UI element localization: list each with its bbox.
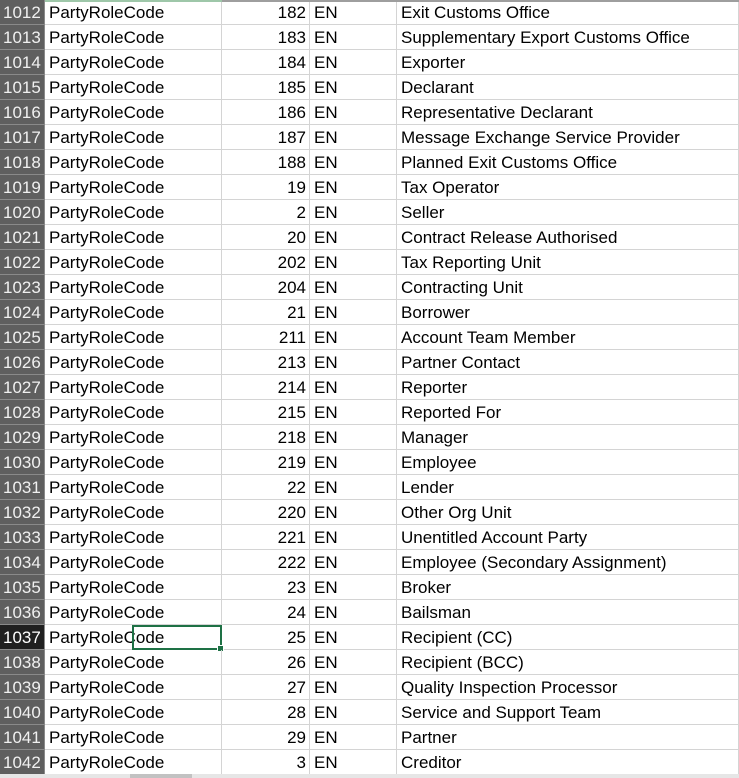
cell-party-role-code[interactable]: PartyRoleCode	[45, 200, 222, 225]
table-row	[0, 450, 739, 475]
cell-party-role-code[interactable]: PartyRoleCode	[45, 75, 222, 100]
table-row	[0, 700, 739, 725]
table-row	[0, 475, 739, 500]
cell-empty[interactable]	[574, 425, 739, 450]
cell-language[interactable]: EN	[310, 300, 397, 325]
cell-language[interactable]: EN	[310, 325, 397, 350]
table-row	[0, 500, 739, 525]
cell-code[interactable]: 21	[222, 300, 310, 325]
cell-language[interactable]: EN	[310, 0, 397, 25]
cell-party-role-code[interactable]: PartyRoleCode	[45, 275, 222, 300]
cell-code[interactable]: 23	[222, 575, 310, 600]
cell-language[interactable]: EN	[310, 250, 397, 275]
cell-description[interactable]: Exit Customs Office	[397, 0, 574, 25]
cell-description[interactable]: Message Exchange Service Provider	[397, 125, 574, 150]
cell-empty[interactable]	[574, 350, 739, 375]
cell-party-role-code[interactable]: PartyRoleCode	[45, 400, 222, 425]
row-header[interactable]: 1030	[0, 450, 45, 475]
row-header[interactable]: 1036	[0, 600, 45, 625]
cell-empty[interactable]	[574, 375, 739, 400]
table-row	[0, 750, 739, 775]
table-row	[0, 725, 739, 750]
cell-code[interactable]: 26	[222, 650, 310, 675]
cell-description[interactable]: Partner Contact	[397, 350, 574, 375]
table-row	[0, 225, 739, 250]
cell-language[interactable]: EN	[310, 75, 397, 100]
cell-description[interactable]: Recipient (BCC)	[397, 650, 574, 675]
row-header[interactable]: 1014	[0, 50, 45, 75]
cell-empty[interactable]	[574, 650, 739, 675]
cell-party-role-code[interactable]: PartyRoleCode	[45, 500, 222, 525]
table-row	[0, 0, 739, 25]
table-row	[0, 550, 739, 575]
cell-empty[interactable]	[574, 525, 739, 550]
row-header[interactable]: 1025	[0, 325, 45, 350]
row-header[interactable]: 1035	[0, 575, 45, 600]
cell-language[interactable]: EN	[310, 175, 397, 200]
cell-code[interactable]: 25	[222, 625, 310, 650]
cell-party-role-code[interactable]: PartyRoleCode	[45, 550, 222, 575]
row-header[interactable]: 1013	[0, 25, 45, 50]
row-header[interactable]: 1020	[0, 200, 45, 225]
cell-empty[interactable]	[574, 575, 739, 600]
cell-language[interactable]: EN	[310, 750, 397, 775]
cell-party-role-code[interactable]: PartyRoleCode	[45, 250, 222, 275]
cell-party-role-code[interactable]: PartyRoleCode	[45, 475, 222, 500]
cell-party-role-code[interactable]: PartyRoleCode	[45, 450, 222, 475]
cell-party-role-code[interactable]: PartyRoleCode	[45, 0, 222, 25]
row-header[interactable]: 1031	[0, 475, 45, 500]
row-header[interactable]: 1024	[0, 300, 45, 325]
table-row	[0, 250, 739, 275]
table-row	[0, 625, 739, 650]
row-header[interactable]: 1026	[0, 350, 45, 375]
cell-code[interactable]: 24	[222, 600, 310, 625]
cell-empty[interactable]	[574, 700, 739, 725]
cell-description[interactable]: Contracting Unit	[397, 275, 574, 300]
cell-code[interactable]: 222	[222, 550, 310, 575]
row-header[interactable]: 1023	[0, 275, 45, 300]
cell-party-role-code[interactable]: PartyRoleCode	[45, 25, 222, 50]
row-header[interactable]: 1032	[0, 500, 45, 525]
cell-code[interactable]: 202	[222, 250, 310, 275]
table-row	[0, 575, 739, 600]
cell-language[interactable]: EN	[310, 400, 397, 425]
cell-empty[interactable]	[574, 150, 739, 175]
column-header-divider	[222, 0, 739, 2]
cell-description[interactable]: Representative Declarant	[397, 100, 574, 125]
cell-code[interactable]: 186	[222, 100, 310, 125]
table-row	[0, 150, 739, 175]
table-row	[0, 300, 739, 325]
table-row	[0, 75, 739, 100]
cell-empty[interactable]	[574, 475, 739, 500]
cell-language[interactable]: EN	[310, 200, 397, 225]
row-header[interactable]: 1016	[0, 100, 45, 125]
row-header[interactable]: 1037	[0, 625, 45, 650]
cell-language[interactable]: EN	[310, 50, 397, 75]
cell-code[interactable]: 221	[222, 525, 310, 550]
cell-code[interactable]: 29	[222, 725, 310, 750]
cell-code[interactable]: 184	[222, 50, 310, 75]
cell-party-role-code[interactable]: PartyRoleCode	[45, 650, 222, 675]
cell-language[interactable]: EN	[310, 700, 397, 725]
cell-code[interactable]: 183	[222, 25, 310, 50]
cell-empty[interactable]	[574, 275, 739, 300]
cell-language[interactable]: EN	[310, 625, 397, 650]
cell-language[interactable]: EN	[310, 100, 397, 125]
table-row	[0, 200, 739, 225]
scrollbar-thumb[interactable]	[130, 774, 192, 778]
cell-language[interactable]: EN	[310, 575, 397, 600]
cell-description[interactable]: Employee	[397, 450, 574, 475]
cell-description[interactable]: Tax Operator	[397, 175, 574, 200]
row-header[interactable]: 1027	[0, 375, 45, 400]
cell-empty[interactable]	[574, 500, 739, 525]
cell-description[interactable]: Manager	[397, 425, 574, 450]
cell-code[interactable]: 3	[222, 750, 310, 775]
cell-language[interactable]: EN	[310, 650, 397, 675]
cell-code[interactable]: 22	[222, 475, 310, 500]
cell-empty[interactable]	[574, 250, 739, 275]
cell-code[interactable]: 188	[222, 150, 310, 175]
cell-empty[interactable]	[574, 225, 739, 250]
row-header[interactable]: 1021	[0, 225, 45, 250]
row-header[interactable]: 1017	[0, 125, 45, 150]
cell-description[interactable]: Creditor	[397, 750, 574, 775]
cell-party-role-code[interactable]: PartyRoleCode	[45, 750, 222, 775]
cell-description[interactable]: Seller	[397, 200, 574, 225]
cell-language[interactable]: EN	[310, 125, 397, 150]
cell-code[interactable]: 204	[222, 275, 310, 300]
cell-language[interactable]: EN	[310, 25, 397, 50]
cell-language[interactable]: EN	[310, 225, 397, 250]
cell-party-role-code[interactable]: PartyRoleCode	[45, 600, 222, 625]
cell-language[interactable]: EN	[310, 350, 397, 375]
table-row	[0, 400, 739, 425]
cell-description[interactable]: Supplementary Export Customs Office	[397, 25, 574, 50]
cell-party-role-code[interactable]: PartyRoleCode	[45, 325, 222, 350]
cell-language[interactable]: EN	[310, 550, 397, 575]
cell-empty[interactable]	[574, 300, 739, 325]
cell-description[interactable]: Borrower	[397, 300, 574, 325]
cell-empty[interactable]	[574, 125, 739, 150]
cell-description[interactable]: Reported For	[397, 400, 574, 425]
cell-description[interactable]: Quality Inspection Processor	[397, 675, 574, 700]
cell-code[interactable]: 2	[222, 200, 310, 225]
cell-language[interactable]: EN	[310, 500, 397, 525]
cell-description[interactable]: Unentitled Account Party	[397, 525, 574, 550]
cell-party-role-code[interactable]: PartyRoleCode	[45, 350, 222, 375]
row-header[interactable]: 1034	[0, 550, 45, 575]
cell-language[interactable]: EN	[310, 150, 397, 175]
cell-code[interactable]: 28	[222, 700, 310, 725]
cell-party-role-code[interactable]: PartyRoleCode	[45, 300, 222, 325]
row-header[interactable]: 1012	[0, 0, 45, 25]
cell-description[interactable]: Recipient (CC)	[397, 625, 574, 650]
cell-description[interactable]: Service and Support Team	[397, 700, 574, 725]
table-row	[0, 350, 739, 375]
table-row	[0, 375, 739, 400]
cell-party-role-code[interactable]: PartyRoleCode	[45, 625, 222, 650]
cell-code[interactable]: 220	[222, 500, 310, 525]
cell-empty[interactable]	[574, 50, 739, 75]
cell-code[interactable]: 27	[222, 675, 310, 700]
cell-empty[interactable]	[574, 175, 739, 200]
cell-description[interactable]: Exporter	[397, 50, 574, 75]
cell-language[interactable]: EN	[310, 375, 397, 400]
cell-empty[interactable]	[574, 600, 739, 625]
table-row	[0, 675, 739, 700]
cell-empty[interactable]	[574, 325, 739, 350]
cell-party-role-code[interactable]: PartyRoleCode	[45, 125, 222, 150]
row-header[interactable]: 1038	[0, 650, 45, 675]
column-a-selection-indicator	[45, 0, 222, 2]
cell-party-role-code[interactable]: PartyRoleCode	[45, 700, 222, 725]
cell-description[interactable]: Declarant	[397, 75, 574, 100]
cell-code[interactable]: 19	[222, 175, 310, 200]
row-header[interactable]: 1015	[0, 75, 45, 100]
cell-empty[interactable]	[574, 625, 739, 650]
cell-description[interactable]: Employee (Secondary Assignment)	[397, 550, 574, 575]
cell-language[interactable]: EN	[310, 450, 397, 475]
table-row	[0, 600, 739, 625]
cell-language[interactable]: EN	[310, 475, 397, 500]
cell-language[interactable]: EN	[310, 525, 397, 550]
cell-empty[interactable]	[574, 750, 739, 775]
row-header[interactable]: 1033	[0, 525, 45, 550]
cell-empty[interactable]	[574, 25, 739, 50]
cell-party-role-code[interactable]: PartyRoleCode	[45, 725, 222, 750]
cell-language[interactable]: EN	[310, 600, 397, 625]
cell-empty[interactable]	[574, 725, 739, 750]
cell-description[interactable]: Contract Release Authorised	[397, 225, 574, 250]
cell-code[interactable]: 215	[222, 400, 310, 425]
cell-description[interactable]: Bailsman	[397, 600, 574, 625]
row-header[interactable]: 1022	[0, 250, 45, 275]
table-row	[0, 525, 739, 550]
cell-code[interactable]: 211	[222, 325, 310, 350]
row-header[interactable]: 1041	[0, 725, 45, 750]
table-row	[0, 100, 739, 125]
cell-language[interactable]: EN	[310, 675, 397, 700]
cell-description[interactable]: Planned Exit Customs Office	[397, 150, 574, 175]
cell-description[interactable]: Partner	[397, 725, 574, 750]
cell-code[interactable]: 182	[222, 0, 310, 25]
table-row	[0, 50, 739, 75]
table-row	[0, 425, 739, 450]
cell-party-role-code[interactable]: PartyRoleCode	[45, 150, 222, 175]
cell-party-role-code[interactable]: PartyRoleCode	[45, 50, 222, 75]
row-header[interactable]: 1019	[0, 175, 45, 200]
cell-code[interactable]: 185	[222, 75, 310, 100]
cell-party-role-code[interactable]: PartyRoleCode	[45, 100, 222, 125]
cell-party-role-code[interactable]: PartyRoleCode	[45, 175, 222, 200]
cell-code[interactable]: 219	[222, 450, 310, 475]
cell-empty[interactable]	[574, 675, 739, 700]
row-header[interactable]: 1018	[0, 150, 45, 175]
table-row	[0, 125, 739, 150]
cell-description[interactable]: Account Team Member	[397, 325, 574, 350]
cell-description[interactable]: Lender	[397, 475, 574, 500]
cell-language[interactable]: EN	[310, 425, 397, 450]
row-header[interactable]: 1042	[0, 750, 45, 775]
cell-party-role-code[interactable]: PartyRoleCode	[45, 575, 222, 600]
cell-code[interactable]: 214	[222, 375, 310, 400]
cell-party-role-code[interactable]: PartyRoleCode	[45, 225, 222, 250]
table-row	[0, 325, 739, 350]
cell-party-role-code[interactable]: PartyRoleCode	[45, 525, 222, 550]
table-row	[0, 275, 739, 300]
cell-language[interactable]: EN	[310, 725, 397, 750]
cell-description[interactable]: Other Org Unit	[397, 500, 574, 525]
cell-party-role-code[interactable]: PartyRoleCode	[45, 675, 222, 700]
table-row	[0, 175, 739, 200]
cell-party-role-code[interactable]: PartyRoleCode	[45, 425, 222, 450]
row-header[interactable]: 1039	[0, 675, 45, 700]
cell-description[interactable]: Tax Reporting Unit	[397, 250, 574, 275]
cell-description[interactable]: Reporter	[397, 375, 574, 400]
cell-empty[interactable]	[574, 200, 739, 225]
cell-code[interactable]: 218	[222, 425, 310, 450]
cell-description[interactable]: Broker	[397, 575, 574, 600]
cell-empty[interactable]	[574, 450, 739, 475]
table-row	[0, 25, 739, 50]
cell-empty[interactable]	[574, 0, 739, 25]
cell-code[interactable]: 187	[222, 125, 310, 150]
cell-code[interactable]: 213	[222, 350, 310, 375]
cell-empty[interactable]	[574, 75, 739, 100]
table-row	[0, 650, 739, 675]
cell-language[interactable]: EN	[310, 275, 397, 300]
row-header[interactable]: 1029	[0, 425, 45, 450]
cell-empty[interactable]	[574, 400, 739, 425]
cell-party-role-code[interactable]: PartyRoleCode	[45, 375, 222, 400]
row-header[interactable]: 1040	[0, 700, 45, 725]
cell-code[interactable]: 20	[222, 225, 310, 250]
horizontal-scrollbar[interactable]	[0, 774, 739, 778]
cell-empty[interactable]	[574, 550, 739, 575]
cell-empty[interactable]	[574, 100, 739, 125]
row-header[interactable]: 1028	[0, 400, 45, 425]
